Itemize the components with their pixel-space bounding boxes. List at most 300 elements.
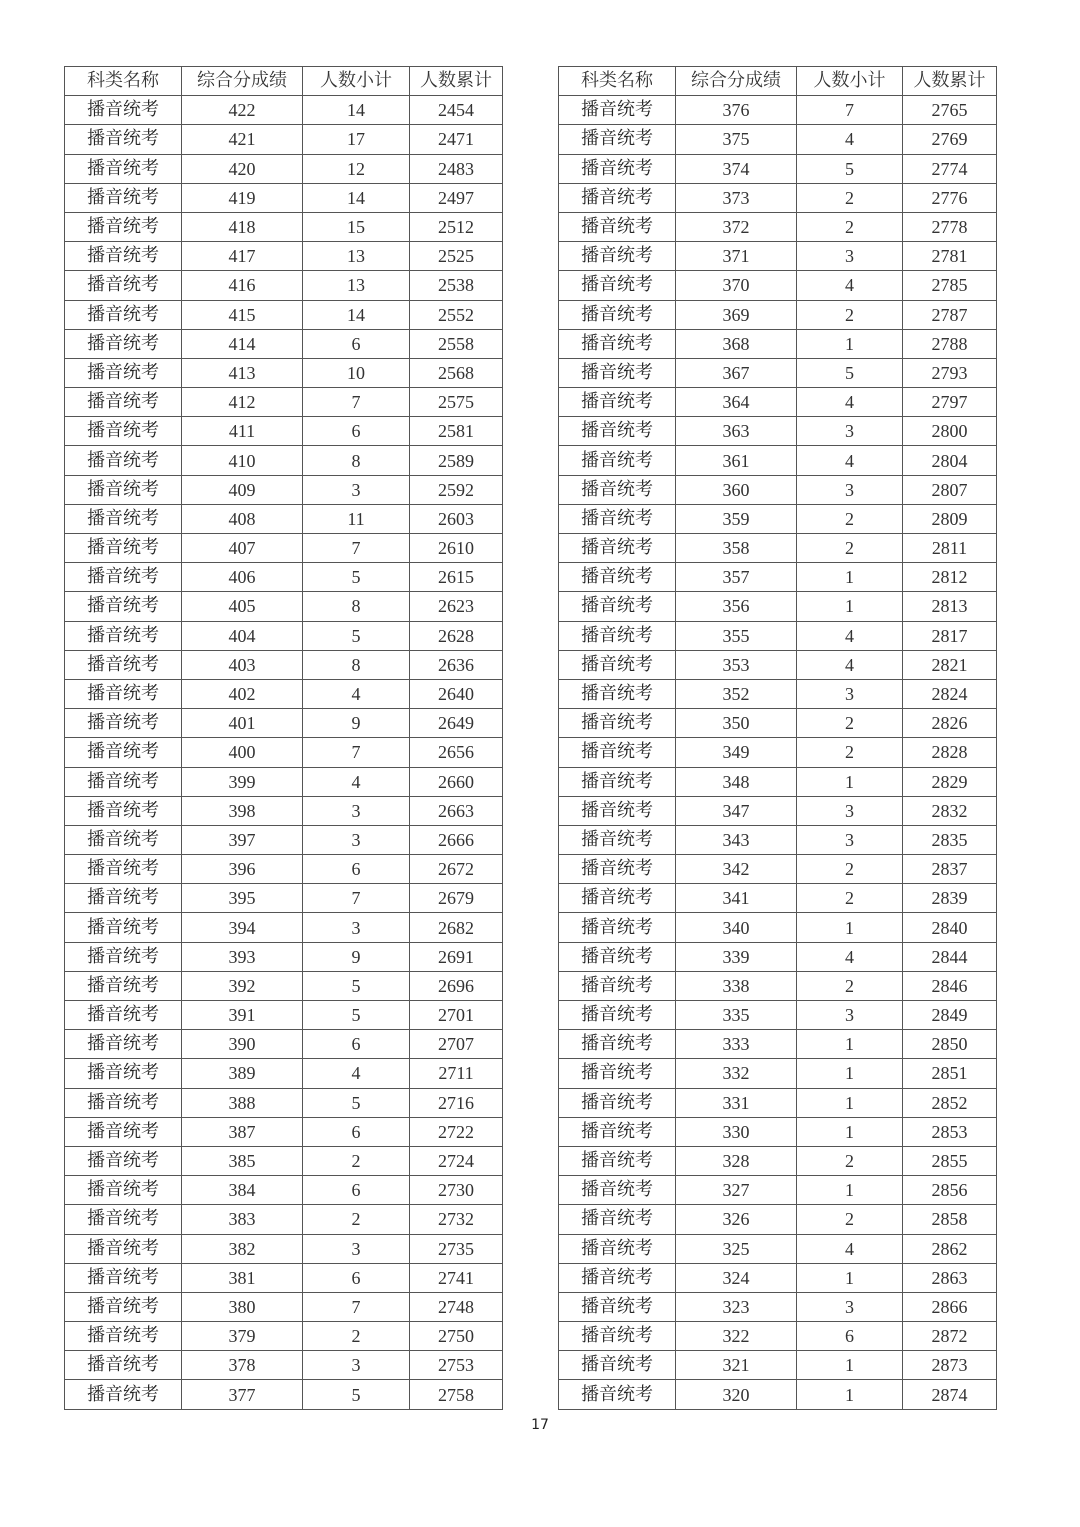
score-cell: 361 — [676, 446, 797, 475]
category-cell: 播音统考 — [559, 1001, 676, 1030]
header-category: 科类名称 — [559, 67, 676, 96]
category-cell: 播音统考 — [65, 825, 182, 854]
count-cell: 6 — [303, 1030, 410, 1059]
category-cell: 播音统考 — [65, 300, 182, 329]
header-score: 综合分成绩 — [182, 67, 303, 96]
table-row — [65, 796, 503, 825]
category-cell: 播音统考 — [65, 1146, 182, 1175]
category-cell: 播音统考 — [65, 592, 182, 621]
cumulative-cell: 2874 — [903, 1380, 997, 1409]
cumulative-cell: 2672 — [410, 855, 503, 884]
table-row — [65, 709, 503, 738]
header-cumulative: 人数累计 — [903, 67, 997, 96]
score-cell: 370 — [676, 271, 797, 300]
table-row — [65, 855, 503, 884]
count-cell: 6 — [303, 417, 410, 446]
table-row — [559, 183, 997, 212]
count-cell: 1 — [797, 329, 903, 358]
category-cell: 播音统考 — [559, 767, 676, 796]
score-cell: 332 — [676, 1059, 797, 1088]
count-cell: 2 — [303, 1322, 410, 1351]
cumulative-cell: 2858 — [903, 1205, 997, 1234]
cumulative-cell: 2691 — [410, 942, 503, 971]
cumulative-cell: 2538 — [410, 271, 503, 300]
table-row — [65, 329, 503, 358]
table-row — [559, 855, 997, 884]
category-cell: 播音统考 — [559, 1205, 676, 1234]
score-cell: 413 — [182, 358, 303, 387]
table-row — [65, 942, 503, 971]
category-cell: 播音统考 — [559, 388, 676, 417]
cumulative-cell: 2804 — [903, 446, 997, 475]
score-cell: 387 — [182, 1117, 303, 1146]
cumulative-cell: 2552 — [410, 300, 503, 329]
cumulative-cell: 2852 — [903, 1088, 997, 1117]
count-cell: 3 — [303, 1351, 410, 1380]
table-row — [559, 738, 997, 767]
count-cell: 14 — [303, 300, 410, 329]
count-cell: 1 — [797, 1263, 903, 1292]
table-row — [65, 563, 503, 592]
table-row — [65, 154, 503, 183]
count-cell: 3 — [797, 679, 903, 708]
table-row — [65, 388, 503, 417]
cumulative-cell: 2778 — [903, 212, 997, 241]
category-cell: 播音统考 — [559, 1176, 676, 1205]
category-cell: 播音统考 — [559, 183, 676, 212]
count-cell: 4 — [797, 621, 903, 650]
category-cell: 播音统考 — [559, 125, 676, 154]
count-cell: 2 — [797, 183, 903, 212]
table-row — [65, 621, 503, 650]
table-row — [559, 1351, 997, 1380]
table-row — [65, 271, 503, 300]
count-cell: 8 — [303, 592, 410, 621]
score-table-right — [558, 66, 997, 1410]
cumulative-cell: 2660 — [410, 767, 503, 796]
count-cell: 2 — [797, 504, 903, 533]
category-cell: 播音统考 — [559, 358, 676, 387]
category-cell: 播音统考 — [559, 1263, 676, 1292]
category-cell: 播音统考 — [559, 796, 676, 825]
count-cell: 14 — [303, 183, 410, 212]
score-cell: 406 — [182, 563, 303, 592]
cumulative-cell: 2682 — [410, 913, 503, 942]
score-cell: 372 — [676, 212, 797, 241]
score-cell: 339 — [676, 942, 797, 971]
score-cell: 415 — [182, 300, 303, 329]
count-cell: 2 — [797, 709, 903, 738]
category-cell: 播音统考 — [65, 125, 182, 154]
table-row — [559, 271, 997, 300]
count-cell: 4 — [797, 942, 903, 971]
category-cell: 播音统考 — [559, 1380, 676, 1409]
table-row — [559, 767, 997, 796]
cumulative-cell: 2679 — [410, 884, 503, 913]
category-cell: 播音统考 — [559, 475, 676, 504]
count-cell: 2 — [797, 1205, 903, 1234]
score-cell: 356 — [676, 592, 797, 621]
count-cell: 3 — [797, 1001, 903, 1030]
score-cell: 374 — [676, 154, 797, 183]
category-cell: 播音统考 — [559, 242, 676, 271]
table-row — [65, 1234, 503, 1263]
category-cell: 播音统考 — [65, 446, 182, 475]
cumulative-cell: 2797 — [903, 388, 997, 417]
cumulative-cell: 2813 — [903, 592, 997, 621]
count-cell: 6 — [303, 1263, 410, 1292]
score-cell: 401 — [182, 709, 303, 738]
cumulative-cell: 2809 — [903, 504, 997, 533]
score-cell: 377 — [182, 1380, 303, 1409]
category-cell: 播音统考 — [65, 1205, 182, 1234]
cumulative-cell: 2821 — [903, 650, 997, 679]
count-cell: 17 — [303, 125, 410, 154]
header-cumulative: 人数累计 — [410, 67, 503, 96]
cumulative-cell: 2826 — [903, 709, 997, 738]
score-cell: 418 — [182, 212, 303, 241]
count-cell: 1 — [797, 1030, 903, 1059]
count-cell: 3 — [797, 825, 903, 854]
category-cell: 播音统考 — [559, 1117, 676, 1146]
cumulative-cell: 2817 — [903, 621, 997, 650]
cumulative-cell: 2846 — [903, 971, 997, 1000]
cumulative-cell: 2748 — [410, 1292, 503, 1321]
score-cell: 383 — [182, 1205, 303, 1234]
table-row — [559, 329, 997, 358]
score-cell: 330 — [676, 1117, 797, 1146]
score-cell: 326 — [676, 1205, 797, 1234]
table-row — [559, 825, 997, 854]
category-cell: 播音统考 — [559, 1030, 676, 1059]
score-cell: 405 — [182, 592, 303, 621]
cumulative-cell: 2774 — [903, 154, 997, 183]
count-cell: 11 — [303, 504, 410, 533]
score-cell: 402 — [182, 679, 303, 708]
score-cell: 414 — [182, 329, 303, 358]
category-cell: 播音统考 — [65, 271, 182, 300]
category-cell: 播音统考 — [65, 1380, 182, 1409]
table-row — [65, 825, 503, 854]
cumulative-cell: 2735 — [410, 1234, 503, 1263]
category-cell: 播音统考 — [65, 709, 182, 738]
count-cell: 2 — [303, 1205, 410, 1234]
score-cell: 404 — [182, 621, 303, 650]
table-row — [65, 417, 503, 446]
category-cell: 播音统考 — [65, 767, 182, 796]
category-cell: 播音统考 — [559, 271, 676, 300]
table-row — [65, 913, 503, 942]
score-cell: 417 — [182, 242, 303, 271]
cumulative-cell: 2862 — [903, 1234, 997, 1263]
count-cell: 4 — [303, 1059, 410, 1088]
cumulative-cell: 2840 — [903, 913, 997, 942]
score-cell: 321 — [676, 1351, 797, 1380]
category-cell: 播音统考 — [65, 650, 182, 679]
table-row — [65, 1380, 503, 1409]
count-cell: 2 — [797, 212, 903, 241]
cumulative-cell: 2610 — [410, 534, 503, 563]
count-cell: 3 — [797, 242, 903, 271]
score-cell: 350 — [676, 709, 797, 738]
score-cell: 399 — [182, 767, 303, 796]
count-cell: 4 — [797, 1234, 903, 1263]
count-cell: 4 — [303, 767, 410, 796]
count-cell: 8 — [303, 650, 410, 679]
table-row — [65, 650, 503, 679]
table-row — [559, 709, 997, 738]
category-cell: 播音统考 — [559, 1088, 676, 1117]
score-cell: 416 — [182, 271, 303, 300]
cumulative-cell: 2812 — [903, 563, 997, 592]
category-cell: 播音统考 — [559, 300, 676, 329]
category-cell: 播音统考 — [559, 650, 676, 679]
category-cell: 播音统考 — [65, 1292, 182, 1321]
count-cell: 4 — [797, 446, 903, 475]
table-row — [65, 212, 503, 241]
table-row — [559, 417, 997, 446]
cumulative-cell: 2853 — [903, 1117, 997, 1146]
table-row — [65, 1263, 503, 1292]
count-cell: 8 — [303, 446, 410, 475]
score-cell: 338 — [676, 971, 797, 1000]
score-cell: 376 — [676, 96, 797, 125]
count-cell: 1 — [797, 592, 903, 621]
table-row — [65, 504, 503, 533]
table-row — [559, 1322, 997, 1351]
cumulative-cell: 2793 — [903, 358, 997, 387]
score-cell: 419 — [182, 183, 303, 212]
category-cell: 播音统考 — [65, 388, 182, 417]
cumulative-cell: 2850 — [903, 1030, 997, 1059]
count-cell: 2 — [797, 971, 903, 1000]
cumulative-cell: 2785 — [903, 271, 997, 300]
score-cell: 382 — [182, 1234, 303, 1263]
cumulative-cell: 2872 — [903, 1322, 997, 1351]
score-cell: 409 — [182, 475, 303, 504]
cumulative-cell: 2741 — [410, 1263, 503, 1292]
category-cell: 播音统考 — [65, 1263, 182, 1292]
table-row — [559, 358, 997, 387]
score-cell: 342 — [676, 855, 797, 884]
header-count: 人数小计 — [303, 67, 410, 96]
cumulative-cell: 2839 — [903, 884, 997, 913]
cumulative-cell: 2849 — [903, 1001, 997, 1030]
table-row — [65, 1351, 503, 1380]
table-row — [559, 942, 997, 971]
count-cell: 2 — [797, 855, 903, 884]
table-row — [559, 650, 997, 679]
count-cell: 5 — [303, 971, 410, 1000]
cumulative-cell: 2636 — [410, 650, 503, 679]
cumulative-cell: 2765 — [903, 96, 997, 125]
table-row — [559, 504, 997, 533]
score-cell: 368 — [676, 329, 797, 358]
category-cell: 播音统考 — [65, 96, 182, 125]
count-cell: 7 — [303, 388, 410, 417]
count-cell: 6 — [797, 1322, 903, 1351]
category-cell: 播音统考 — [559, 592, 676, 621]
category-cell: 播音统考 — [559, 1234, 676, 1263]
score-cell: 357 — [676, 563, 797, 592]
count-cell: 2 — [797, 884, 903, 913]
count-cell: 6 — [303, 1176, 410, 1205]
category-cell: 播音统考 — [559, 1292, 676, 1321]
score-cell: 393 — [182, 942, 303, 971]
count-cell: 3 — [303, 796, 410, 825]
score-cell: 389 — [182, 1059, 303, 1088]
score-cell: 340 — [676, 913, 797, 942]
score-cell: 412 — [182, 388, 303, 417]
table-row — [65, 183, 503, 212]
table-row — [65, 1176, 503, 1205]
category-cell: 播音统考 — [65, 242, 182, 271]
table-row — [65, 592, 503, 621]
cumulative-cell: 2750 — [410, 1322, 503, 1351]
cumulative-cell: 2800 — [903, 417, 997, 446]
count-cell: 5 — [303, 563, 410, 592]
score-cell: 398 — [182, 796, 303, 825]
score-cell: 343 — [676, 825, 797, 854]
cumulative-cell: 2724 — [410, 1146, 503, 1175]
cumulative-cell: 2454 — [410, 96, 503, 125]
table-row — [65, 446, 503, 475]
score-cell: 322 — [676, 1322, 797, 1351]
count-cell: 3 — [797, 796, 903, 825]
count-cell: 3 — [303, 825, 410, 854]
category-cell: 播音统考 — [65, 1088, 182, 1117]
table-row — [559, 475, 997, 504]
category-cell: 播音统考 — [559, 884, 676, 913]
table-row — [559, 913, 997, 942]
table-row — [559, 154, 997, 183]
cumulative-cell: 2558 — [410, 329, 503, 358]
category-cell: 播音统考 — [559, 417, 676, 446]
table-row — [65, 96, 503, 125]
table-row — [65, 358, 503, 387]
score-cell: 373 — [676, 183, 797, 212]
score-cell: 403 — [182, 650, 303, 679]
score-cell: 333 — [676, 1030, 797, 1059]
cumulative-cell: 2722 — [410, 1117, 503, 1146]
count-cell: 7 — [303, 738, 410, 767]
cumulative-cell: 2807 — [903, 475, 997, 504]
score-cell: 324 — [676, 1263, 797, 1292]
count-cell: 7 — [303, 884, 410, 913]
score-cell: 360 — [676, 475, 797, 504]
table-row — [559, 212, 997, 241]
category-cell: 播音统考 — [559, 329, 676, 358]
category-cell: 播音统考 — [65, 913, 182, 942]
page-number: 17 — [531, 1417, 549, 1433]
table-row — [559, 1117, 997, 1146]
count-cell: 14 — [303, 96, 410, 125]
cumulative-cell: 2863 — [903, 1263, 997, 1292]
count-cell: 3 — [303, 475, 410, 504]
count-cell: 4 — [797, 125, 903, 154]
score-cell: 327 — [676, 1176, 797, 1205]
score-cell: 320 — [676, 1380, 797, 1409]
count-cell: 1 — [797, 1380, 903, 1409]
score-cell: 341 — [676, 884, 797, 913]
count-cell: 2 — [797, 300, 903, 329]
count-cell: 4 — [797, 271, 903, 300]
table-row — [65, 738, 503, 767]
category-cell: 播音统考 — [559, 446, 676, 475]
category-cell: 播音统考 — [65, 971, 182, 1000]
score-cell: 328 — [676, 1146, 797, 1175]
table-row — [65, 475, 503, 504]
count-cell: 2 — [303, 1146, 410, 1175]
table-row — [559, 563, 997, 592]
table-row — [65, 125, 503, 154]
cumulative-cell: 2525 — [410, 242, 503, 271]
table-row — [65, 884, 503, 913]
score-cell: 408 — [182, 504, 303, 533]
category-cell: 播音统考 — [65, 1176, 182, 1205]
category-cell: 播音统考 — [559, 1351, 676, 1380]
cumulative-cell: 2483 — [410, 154, 503, 183]
category-cell: 播音统考 — [65, 1059, 182, 1088]
count-cell: 1 — [797, 1059, 903, 1088]
score-cell: 359 — [676, 504, 797, 533]
table-row — [65, 971, 503, 1000]
table-row — [559, 388, 997, 417]
score-cell: 390 — [182, 1030, 303, 1059]
table-row — [65, 1322, 503, 1351]
cumulative-cell: 2828 — [903, 738, 997, 767]
category-cell: 播音统考 — [559, 709, 676, 738]
table-row — [65, 534, 503, 563]
score-cell: 379 — [182, 1322, 303, 1351]
score-cell: 396 — [182, 855, 303, 884]
table-row — [65, 1059, 503, 1088]
score-cell: 421 — [182, 125, 303, 154]
count-cell: 2 — [797, 738, 903, 767]
count-cell: 1 — [797, 913, 903, 942]
category-cell: 播音统考 — [559, 154, 676, 183]
table-body — [65, 96, 503, 1409]
table-row — [559, 621, 997, 650]
table-row — [559, 679, 997, 708]
category-cell: 播音统考 — [559, 212, 676, 241]
table-row — [559, 1205, 997, 1234]
score-cell: 323 — [676, 1292, 797, 1321]
table-row — [559, 1263, 997, 1292]
category-cell: 播音统考 — [559, 563, 676, 592]
category-cell: 播音统考 — [65, 358, 182, 387]
category-cell: 播音统考 — [559, 504, 676, 533]
table-row — [559, 534, 997, 563]
category-cell: 播音统考 — [559, 913, 676, 942]
cumulative-cell: 2707 — [410, 1030, 503, 1059]
count-cell: 13 — [303, 242, 410, 271]
table-row — [559, 1234, 997, 1263]
cumulative-cell: 2732 — [410, 1205, 503, 1234]
count-cell: 9 — [303, 942, 410, 971]
cumulative-cell: 2711 — [410, 1059, 503, 1088]
count-cell: 5 — [303, 621, 410, 650]
table-row — [559, 1380, 997, 1409]
score-cell: 388 — [182, 1088, 303, 1117]
count-cell: 4 — [797, 650, 903, 679]
cumulative-cell: 2776 — [903, 183, 997, 212]
cumulative-cell: 2649 — [410, 709, 503, 738]
count-cell: 4 — [303, 679, 410, 708]
category-cell: 播音统考 — [65, 534, 182, 563]
score-cell: 397 — [182, 825, 303, 854]
table-row — [65, 1088, 503, 1117]
